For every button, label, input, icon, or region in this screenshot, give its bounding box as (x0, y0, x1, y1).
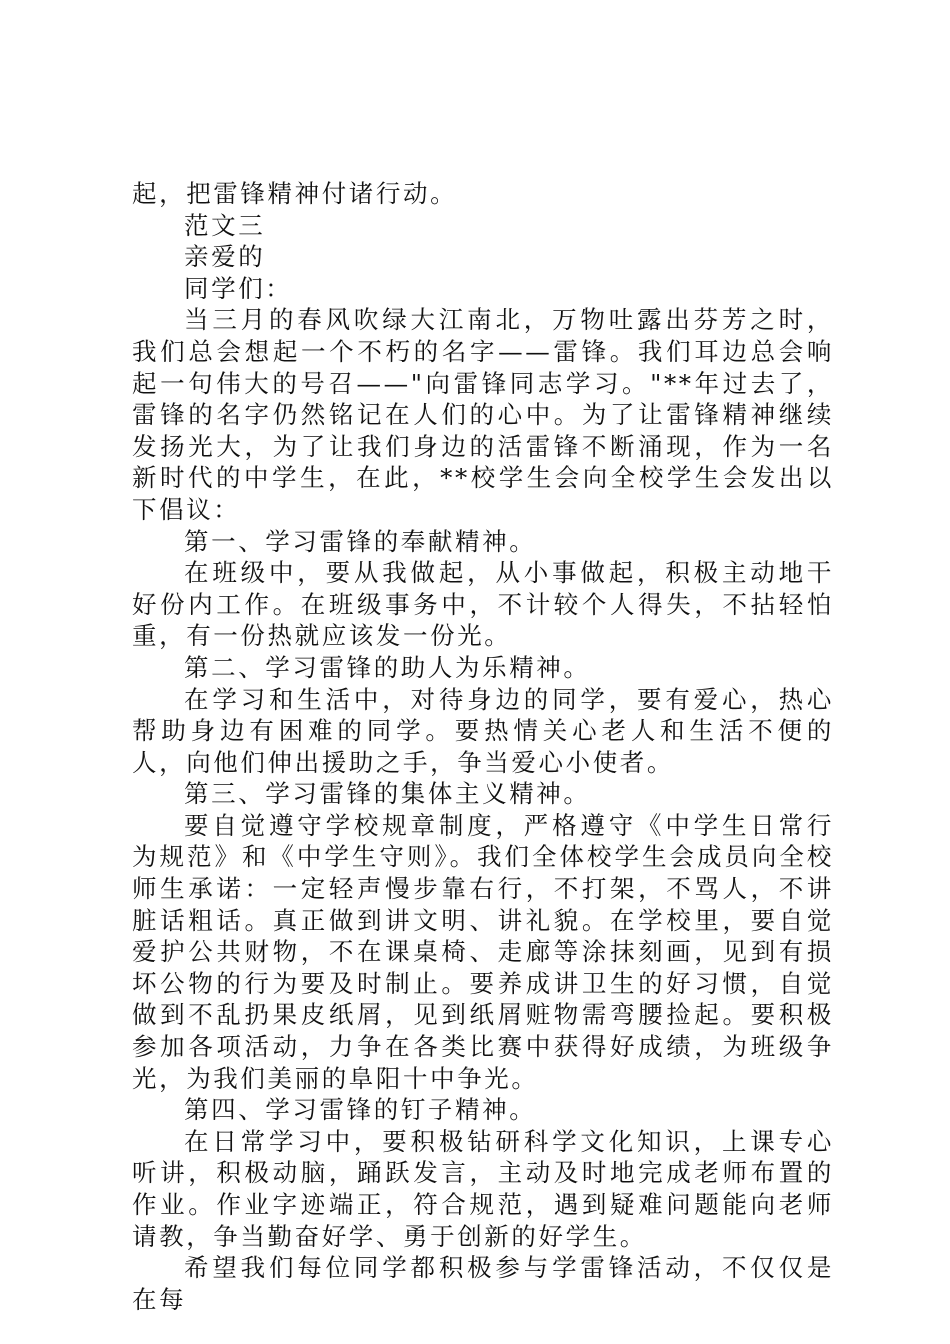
salutation-line-1: 亲爱的 (184, 242, 266, 272)
paragraph-closing: 希望我们每位同学都积极参与学雷锋活动，不仅仅是在每 (132, 1253, 834, 1314)
paragraph-point-3: 要自觉遵守学校规章制度，严格遵守《中学生日常行为规范》和《中学生守则》。我们全体校学生会成员向全校师生承诺：一定轻声慢步靠右行，不打架，不骂人，不讲脏话粗话。真正做到讲文明、讲礼貌。在学校里，要自觉爱护公共财物，不在课桌椅、走廊等涂抹刻画，见到有损坏公物的行为要及时制止。要养成讲卫生的好习惯，自觉做到不乱扔果皮纸屑，见到纸屑赃物需弯腰捡起。要积极参加各项活动，力争在各类比赛中获得好成绩，为班级争光，为我们美丽的阜阳十中争光。 (132, 810, 834, 1093)
heading-point-1: 第一、学习雷锋的奉献精神。 (184, 526, 537, 556)
heading-point-3: 第三、学习雷锋的集体主义精神。 (184, 779, 591, 809)
paragraph-point-2: 在学习和生活中，对待身边的同学，要有爱心，热心帮助身边有困难的同学。要热情关心老人和生活不便的人，向他们伸出援助之手，争当爱心小使者。 (132, 684, 834, 777)
section-title-fanwen-san: 范文三 (184, 210, 266, 240)
paragraph-continuation: 起，把雷锋精神付诸行动。 (132, 179, 458, 208)
salutation-line-2: 同学们： (184, 273, 293, 303)
paragraph-point-4: 在日常学习中，要积极钻研科学文化知识，上课专心听讲，积极动脑，踊跃发言，主动及时地完成老师布置的作业。作业字迹端正，符合规范，遇到疑难问题能向老师请教，争当勤奋好学、勇于创新的好学生。 (132, 1126, 834, 1251)
paragraph-intro: 当三月的春风吹绿大江南北，万物吐露出芬芳之时，我们总会想起一个不朽的名字——雷锋。我们耳边总会响起一句伟大的号召——"向雷锋同志学习。"**年过去了，雷锋的名字仍然铭记在人们的心中。为了让雷锋精神继续发扬光大，为了让我们身边的活雷锋不断涌现，作为一名新时代的中学生，在此，**校学生会向全校学生会发出以下倡议： (132, 305, 834, 524)
document-body (132, 178, 834, 1315)
paragraph-point-1: 在班级中，要从我做起，从小事做起，积极主动地干好份内工作。在班级事务中，不计较个人得失，不拈轻怕重，有一份热就应该发一份光。 (132, 558, 834, 651)
heading-point-2: 第二、学习雷锋的助人为乐精神。 (184, 652, 591, 682)
heading-point-4: 第四、学习雷锋的钉子精神。 (184, 1095, 537, 1125)
